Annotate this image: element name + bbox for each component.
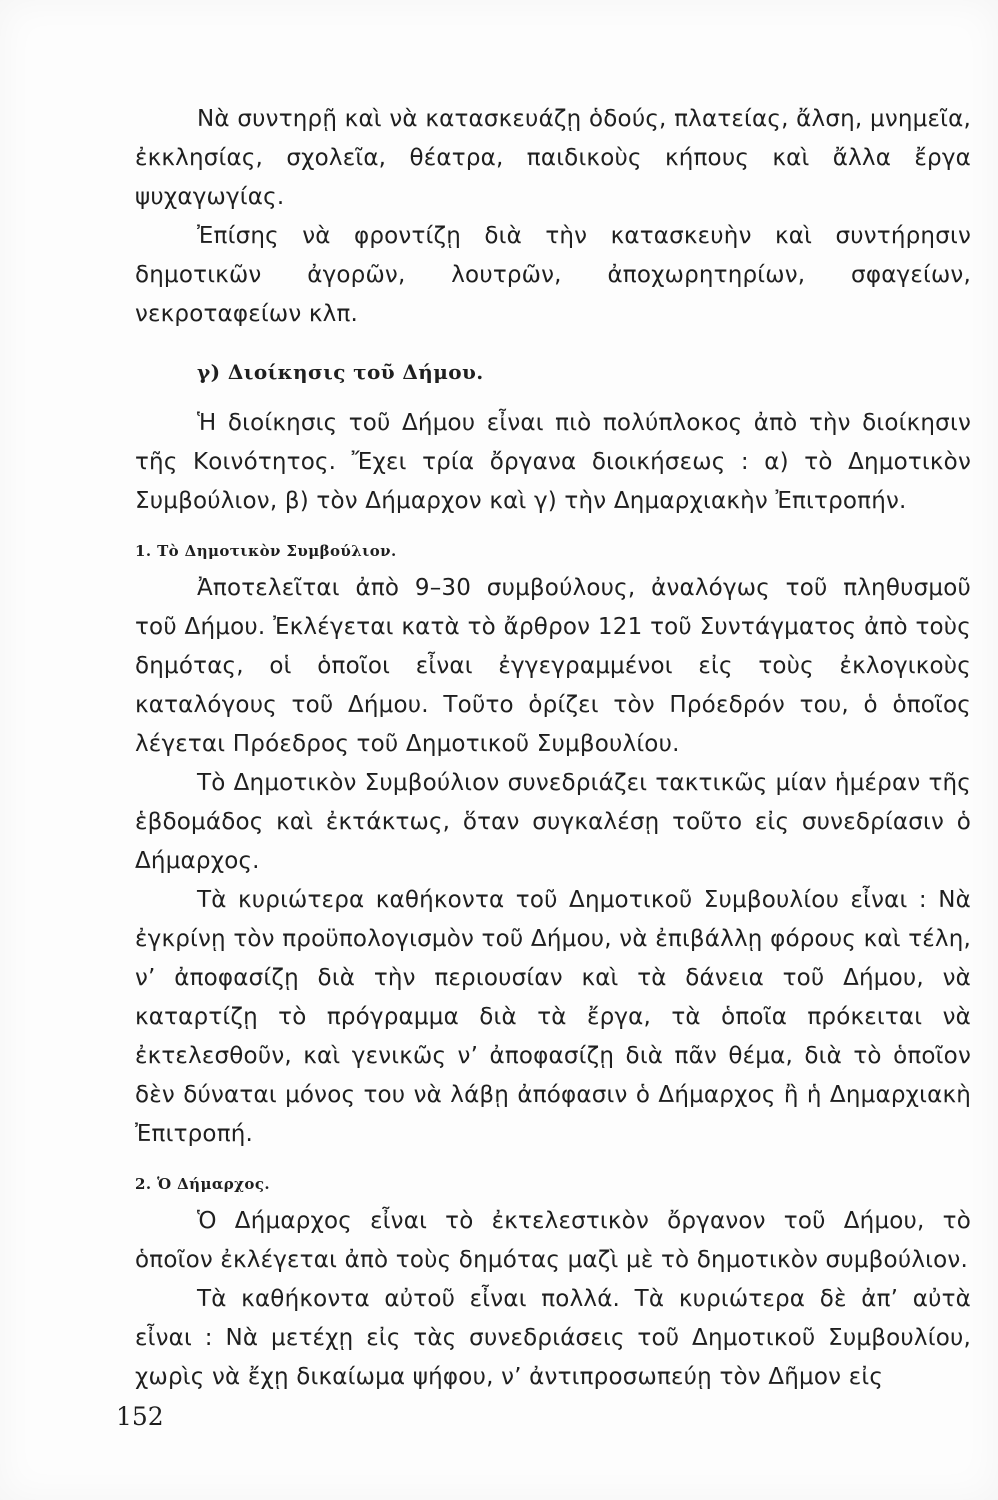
page-number: 152: [116, 1402, 164, 1431]
body-paragraph: Ὁ Δήμαρχος εἶναι τὸ ἐκτελεστικὸν ὄργανον τοῦ Δήμου, τὸ ὁποῖον ἐκλέγεται ἀπὸ τοὺς δημότας μαζὶ μὲ τὸ δημοτικὸν συμβούλιον.: [135, 1208, 971, 1273]
section-heading-administration: γ) Διοίκησις τοῦ Δήμου.: [197, 360, 484, 384]
body-paragraph: Τὸ Δημοτικὸν Συμβούλιον συνεδριάζει τακτικῶς μίαν ἡμέραν τῆς ἑβδομάδος καὶ ἐκτάκτως, ὅταν συγκαλέσῃ τοῦτο εἰς συνεδρίασιν ὁ Δήμαρχος.: [135, 770, 971, 874]
body-paragraph: Τὰ κυριώτερα καθήκοντα τοῦ Δημοτικοῦ Συμβουλίου εἶναι : Νὰ ἐγκρίνῃ τὸν προϋπολογισμὸν τοῦ Δήμου, νὰ ἐπιβάλλῃ φόρους καὶ τέλη, ν’ ἀποφασίζῃ διὰ τὴν περιουσίαν καὶ τὰ δάνεια τοῦ Δήμου, νὰ καταρτίζῃ τὸ πρόγραμμα διὰ τὰ ἔργα, τὰ ὁποῖα πρόκειται νὰ ἐκτελεσθοῦν, καὶ γενικῶς ν’ ἀποφασίζῃ διὰ πᾶν θέμα, διὰ τὸ ὁποῖον δὲν δύναται μόνος του νὰ λάβῃ ἀπόφασιν ὁ Δήμαρχος ἢ ἡ Δημαρχιακὴ Ἐπιτροπή.: [135, 887, 971, 1147]
body-paragraph: Ἐπίσης νὰ φροντίζῃ διὰ τὴν κατασκευὴν καὶ συντήρησιν δημοτικῶν ἀγορῶν, λουτρῶν, ἀποχωρητηρίων, σφαγείων, νεκροταφείων κλπ.: [135, 223, 971, 327]
body-paragraph: Τὰ καθήκοντα αὐτοῦ εἶναι πολλά. Τὰ κυριώτερα δὲ ἀπ’ αὐτὰ εἶναι : Νὰ μετέχῃ εἰς τὰς συνεδριάσεις τοῦ Δημοτικοῦ Συμβουλίου, χωρὶς νὰ ἔχῃ δικαίωμα ψήφου, ν’ ἀντιπροσωπεύῃ τὸν Δῆμον εἰς: [135, 1286, 971, 1390]
section-heading-municipal-council: 1. Τὸ Δημοτικὸν Συμβούλιον.: [135, 542, 397, 560]
page-body: [135, 100, 971, 1397]
body-paragraph: Ἡ διοίκησις τοῦ Δήμου εἶναι πιὸ πολύπλοκος ἀπὸ τὴν διοίκησιν τῆς Κοινότητος. Ἔχει τρία ὄργανα διοικήσεως : α) τὸ Δημοτικὸν Συμβούλιον, β) τὸν Δήμαρχον καὶ γ) τὴν Δημαρχιακὴν Ἐπιτροπήν.: [135, 410, 971, 514]
body-paragraph: Ἀποτελεῖται ἀπὸ 9–30 συμβούλους, ἀναλόγως τοῦ πληθυσμοῦ τοῦ Δήμου. Ἐκλέγεται κατὰ τὸ ἄρθρον 121 τοῦ Συντάγματος ἀπὸ τοὺς δημότας, οἱ ὁποῖοι εἶναι ἐγγεγραμμένοι εἰς τοὺς ἐκλογικοὺς καταλόγους τοῦ Δήμου. Τοῦτο ὁρίζει τὸν Πρόεδρόν του, ὁ ὁποῖος λέγεται Πρόεδρος τοῦ Δημοτικοῦ Συμβουλίου.: [135, 575, 971, 757]
body-paragraph: Νὰ συντηρῇ καὶ νὰ κατασκευάζῃ ὁδούς, πλατείας, ἄλση, μνημεῖα, ἐκκλησίας, σχολεῖα, θέατρα, παιδικοὺς κήπους καὶ ἄλλα ἔργα ψυχαγωγίας.: [135, 106, 971, 210]
section-heading-mayor: 2. Ὁ Δήμαρχος.: [135, 1175, 270, 1193]
